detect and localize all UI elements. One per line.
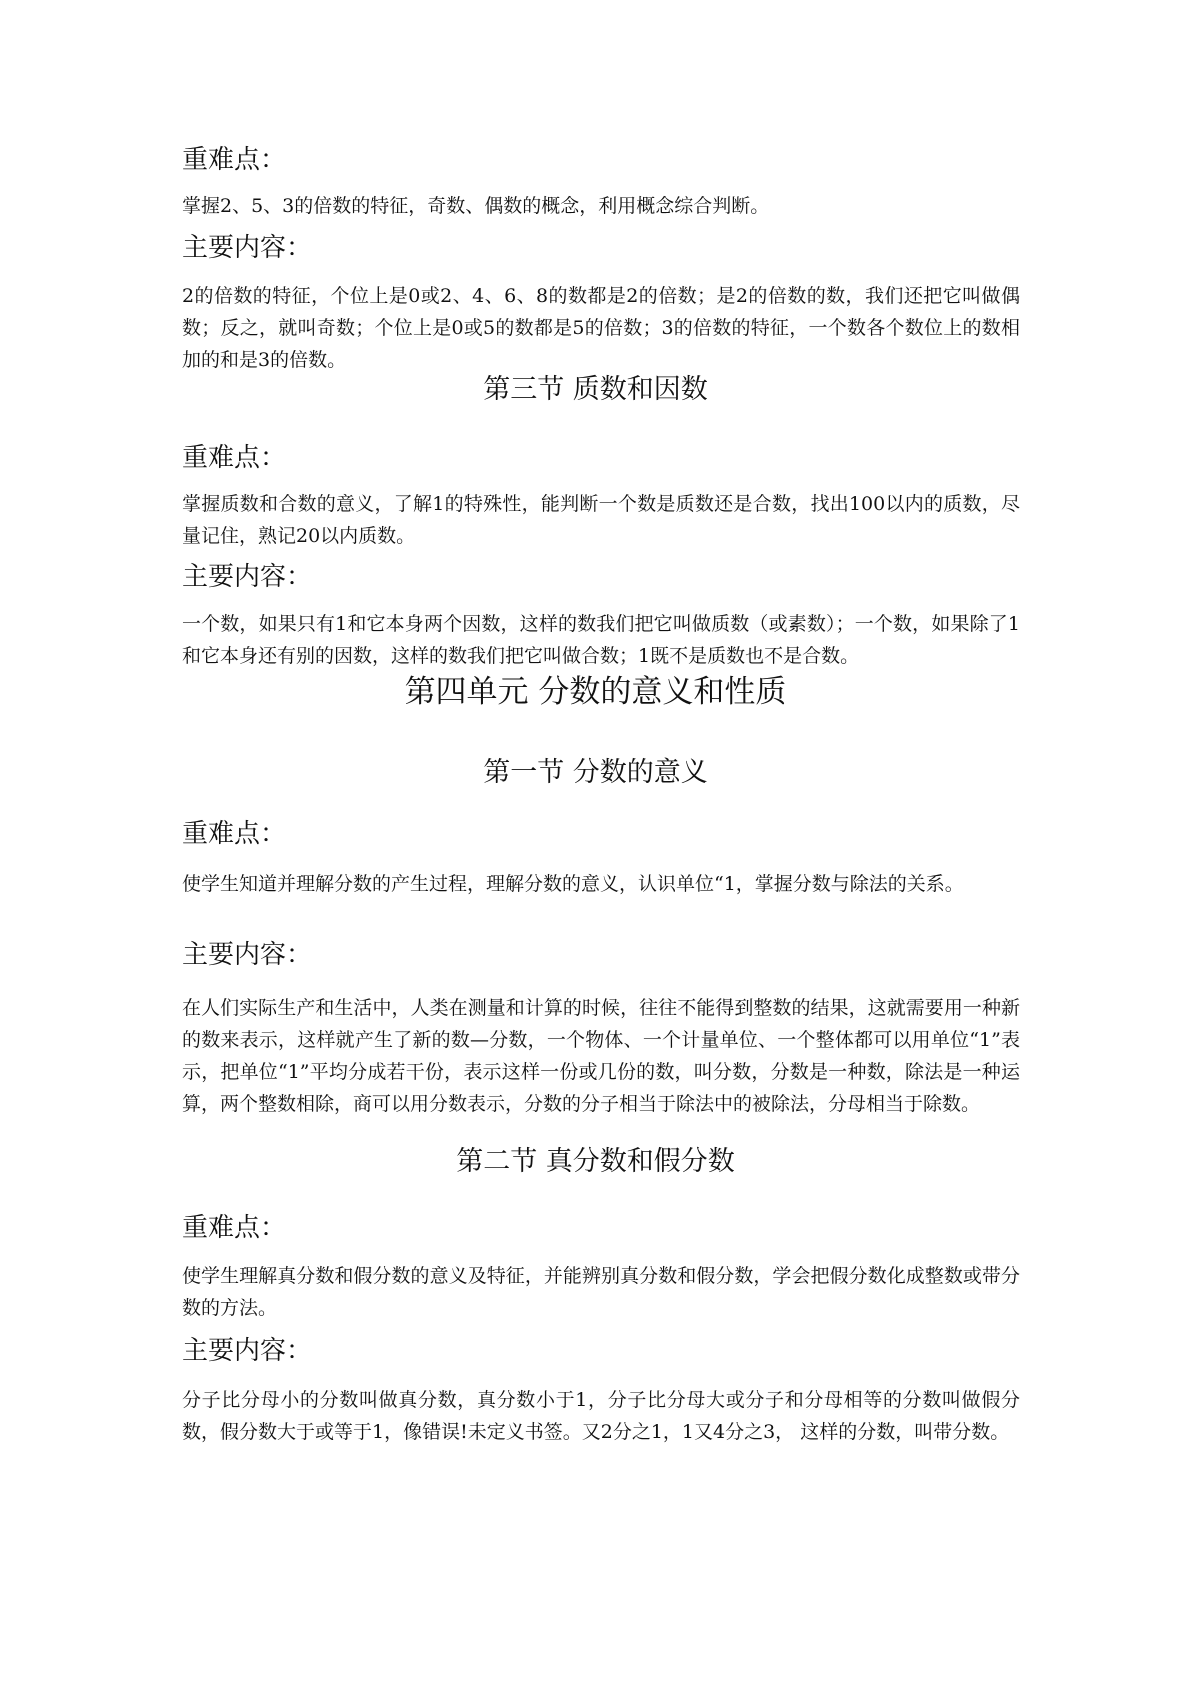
key-points-heading: 重难点： — [182, 819, 287, 849]
key-points-heading: 重难点： — [182, 443, 287, 473]
main-content-heading: 主要内容： — [182, 1336, 313, 1366]
main-content-heading: 主要内容： — [182, 233, 313, 263]
section-heading: 第一节 分数的意义 — [483, 757, 708, 788]
main-content-paragraph: 在人们实际生产和生活中，人类在测量和计算的时候，往往不能得到整数的结果，这就需要用一种新的数来表示，这样就产生了新的数—分数，一个物体、一个计量单位、一个整体都可以用单位“1”表示，把单位“1”平均分成若干份，表示这样一份或几份的数，叫分数，分数是一种数，除法是一种运算，两个整数相除，商可以用分数表示，分数的分子相当于除法中的被除法，分母相当于除数。 — [182, 997, 1020, 1115]
main-content-paragraph: 2的倍数的特征，个位上是0或2、4、6、8的数都是2的倍数；是2的倍数的数，我们还把它叫做偶数；反之，就叫奇数；个位上是0或5的数都是5的倍数；3的倍数的特征，一个数各个数位上的数相加的和是3的倍数。 — [182, 285, 1020, 371]
key-points-paragraph: 使学生知道并理解分数的产生过程，理解分数的意义，认识单位“1，掌握分数与除法的关系。 — [182, 873, 964, 895]
unit-heading: 第四单元 分数的意义和性质 — [404, 674, 787, 710]
key-points-heading: 重难点： — [182, 145, 287, 175]
section-heading: 第三节 质数和因数 — [483, 374, 708, 405]
key-points-paragraph: 掌握2、5、3的倍数的特征，奇数、偶数的概念，利用概念综合判断。 — [182, 195, 770, 217]
main-content-paragraph: 一个数，如果只有1和它本身两个因数，这样的数我们把它叫做质数（或素数）；一个数，如果除了1和它本身还有别的因数，这样的数我们把它叫做合数；1既不是质数也不是合数。 — [182, 613, 1020, 667]
main-content-paragraph: 分子比分母小的分数叫做真分数，真分数小于1，分子比分母大或分子和分母相等的分数叫做假分数，假分数大于或等于1，像错误!未定义书签。又2分之1，1又4分之3， 这样的分数，叫带分数。 — [182, 1389, 1020, 1443]
section-heading: 第二节 真分数和假分数 — [456, 1146, 735, 1177]
main-content-heading: 主要内容： — [182, 562, 313, 592]
key-points-heading: 重难点： — [182, 1213, 287, 1243]
key-points-paragraph: 使学生理解真分数和假分数的意义及特征，并能辨别真分数和假分数，学会把假分数化成整数或带分数的方法。 — [182, 1265, 1020, 1319]
key-points-paragraph: 掌握质数和合数的意义，了解1的特殊性，能判断一个数是质数还是合数，找出100以内的质数，尽量记住，熟记20以内质数。 — [182, 493, 1020, 547]
main-content-heading: 主要内容： — [182, 940, 313, 970]
